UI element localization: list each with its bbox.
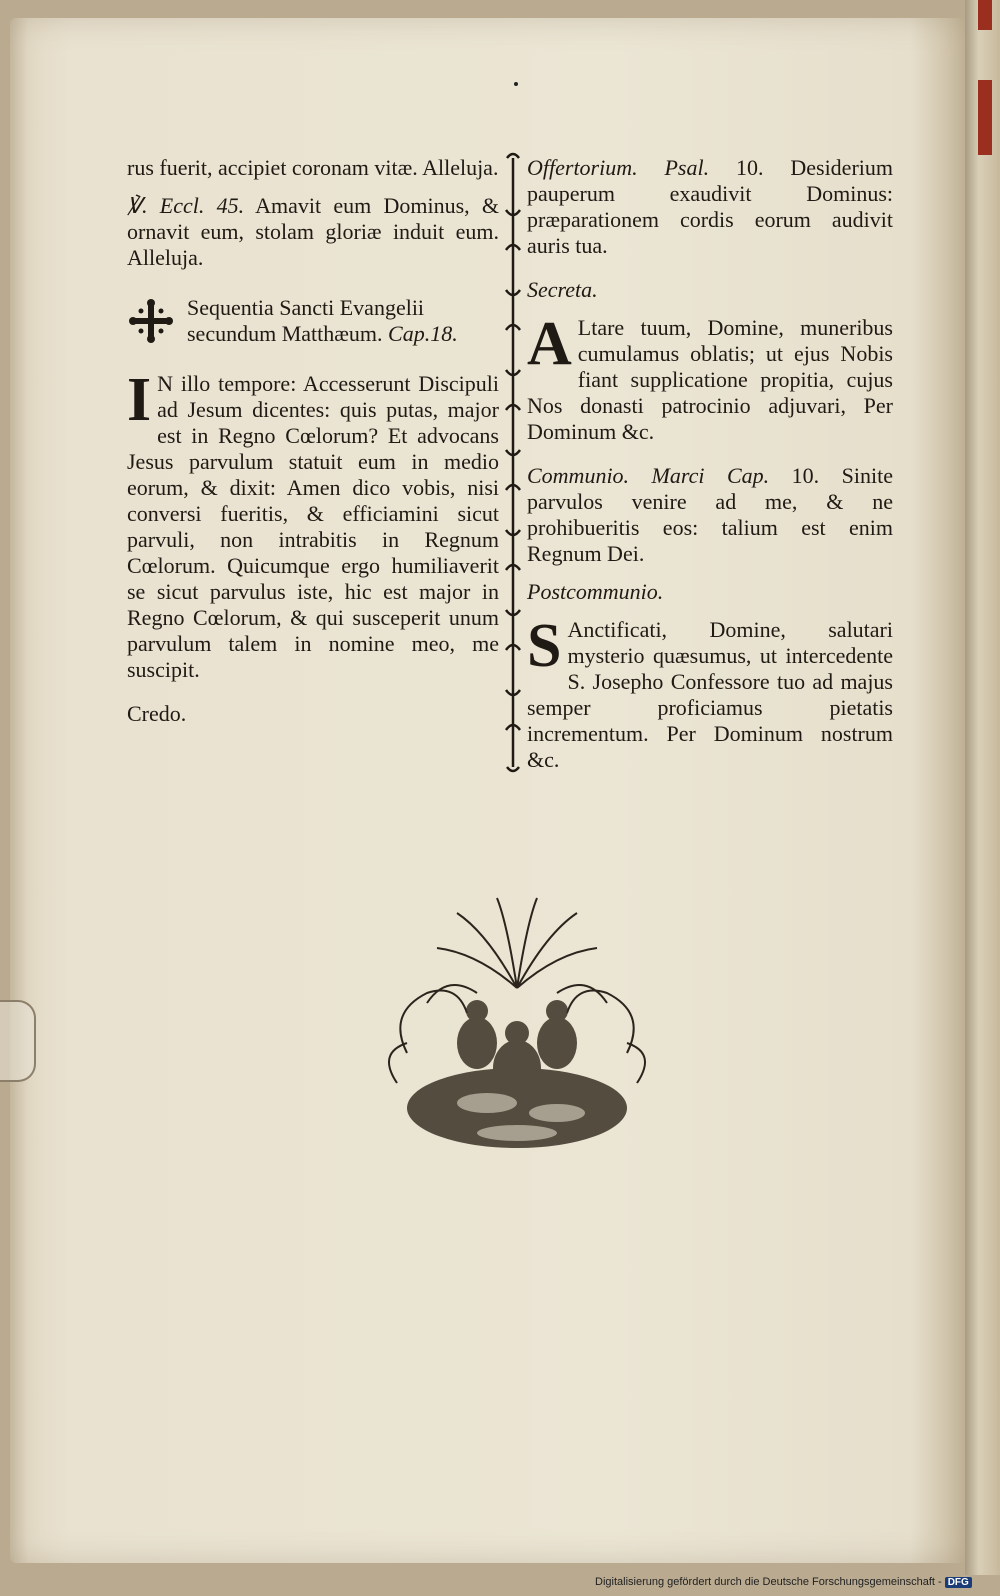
left-column (127, 155, 499, 727)
gospel-heading-cap: Cap.18. (388, 321, 458, 346)
alleluia-line: rus fuerit, accipiet coronam vitæ. Alleluja. (127, 155, 499, 180)
offertory (527, 155, 893, 259)
versicle (127, 193, 499, 271)
postcommunion-heading: Postcommunio. (527, 579, 664, 604)
page-edge-red-mark (978, 80, 992, 155)
gospel-text (127, 366, 499, 683)
gospel-heading-line1: Sequentia Sancti Evangelii (187, 295, 425, 320)
column-divider (500, 150, 526, 775)
page-edge-red-mark-top (978, 0, 992, 30)
decorative-vignette (367, 893, 667, 1158)
cross-icon (127, 297, 175, 345)
page-clip (0, 1000, 36, 1082)
secreta-text (527, 310, 893, 445)
drop-cap-i: I (127, 366, 152, 434)
secreta-heading: Secreta. (527, 277, 598, 302)
versicle-text: Amavit eum Dominus, & ornavit eum, stolam gloriæ induit eum. Alleluja. (127, 193, 499, 270)
communion-ref: 10. (791, 463, 820, 488)
right-column (527, 155, 893, 773)
communion (527, 463, 893, 567)
credo: Credo. (127, 701, 187, 726)
communion-label: Communio. Marci Cap. (527, 463, 770, 488)
secreta-body: Ltare tuum, Domine, muneribus cumulamus oblatis; ut ejus Nobis fiant supplicatione propitia, cujus Nos donasti patrocinio adjuvari, Per Dominum &c. (527, 315, 893, 444)
communion-text: Sinite parvulos venire ad me, & ne prohibueritis eos: talium est enim Regnum Dei. (527, 463, 894, 566)
dfg-logo: DFG (945, 1577, 972, 1588)
footer-text: Digitalisierung gefördert durch die Deutsche Forschungsgemeinschaft - (595, 1576, 942, 1588)
drop-cap-a: A (527, 310, 572, 378)
postcommunion-body: Anctificati, Domine, salutari mysterio quæsumus, ut intercedente S. Josepho Confessore tuo ad majus semper proficiamus pietatis incrementum. Per Dominum nostrum &c. (527, 617, 893, 772)
gospel-heading-text (187, 295, 458, 347)
gospel-heading (127, 295, 499, 347)
gospel-body: N illo tempore: Accesserunt Discipuli ad Jesum dicentes: quis putas, major est in Regno Cœlorum? Et advocans Jesus parvulum statuit eum in medio eorum, & dixit: Amen dico vobis, nisi conversi fueritis, & efficiamini sicut parvuli, non intrabitis in Regnum Cœlorum. Quicumque ergo humiliaverit se sicut parvulus iste, hic est major in Regno Cœlorum, & qui susceperit unum parvulum talem in nomine meo, me suscipit. (127, 371, 499, 682)
offertory-label: Offertorium. Psal. (527, 155, 710, 180)
versicle-ref: ℣. Eccl. 45. (127, 193, 245, 218)
drop-cap-s: S (527, 612, 562, 680)
offertory-text: Desiderium pauperum exaudivit Dominus: præparationem cordis eorum audivit auris tua. (527, 155, 894, 258)
gospel-heading-line2 (187, 321, 458, 347)
digitization-footer (595, 1576, 972, 1594)
offertory-ref: 10. (735, 155, 764, 180)
postcommunion-text (527, 612, 893, 773)
page-dot (514, 82, 518, 86)
gospel-heading-book: secundum Matthæum. (187, 321, 383, 346)
page-edge-right (965, 0, 1000, 1575)
